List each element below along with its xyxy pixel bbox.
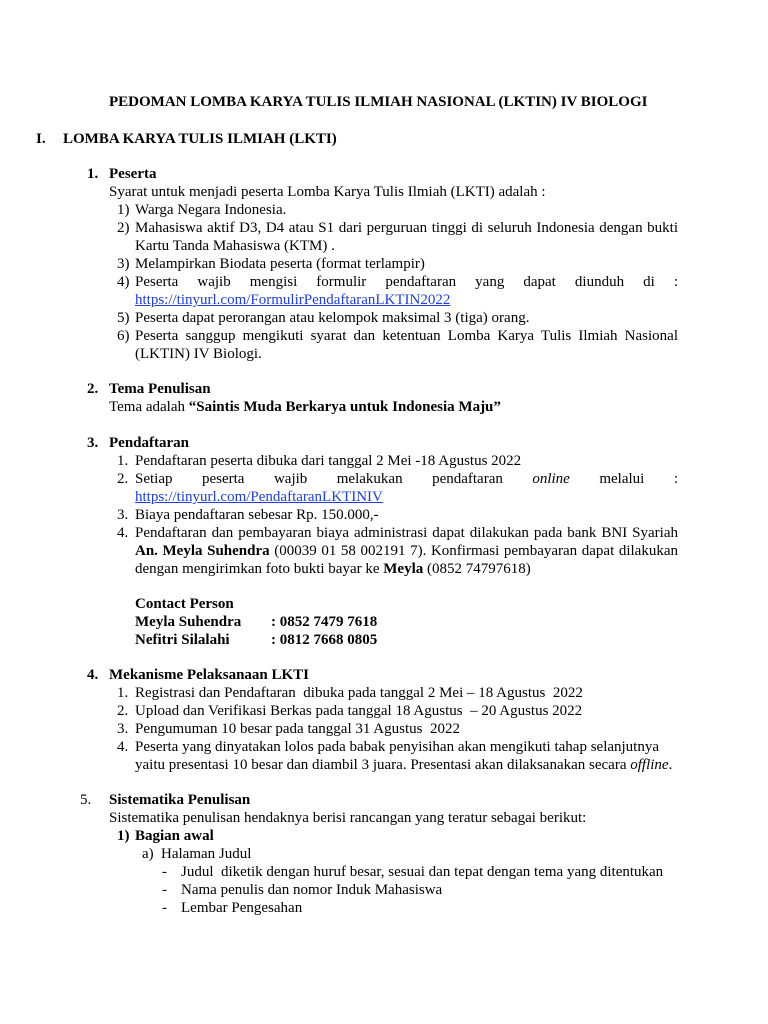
heading-tema: Tema Penulisan: [109, 381, 211, 397]
list-item: Melampirkan Biodata peserta (format terlampir): [135, 256, 425, 272]
dash-bullet: -: [162, 900, 167, 916]
account-name: An. Meyla Suhendra: [135, 543, 270, 559]
formulir-link[interactable]: https://tinyurl.com/FormulirPendaftaranLKTIN2022: [135, 292, 451, 308]
list-number: 2): [117, 220, 130, 236]
list-item: Peserta sanggup mengikuti syarat dan ketentuan Lomba Karya Tulis Ilmiah Nasional: [135, 328, 678, 344]
list-number: 4.: [117, 525, 129, 541]
heading-pendaftaran: Pendaftaran: [109, 435, 189, 451]
contact-phone: : 0852 7479 7618: [271, 614, 378, 630]
sub-letter: a): [142, 846, 154, 862]
list-item: Mahasiswa aktif D3, D4 atau S1 dari perguruan tinggi di seluruh Indonesia dengan bukti: [135, 220, 678, 236]
list-item: Peserta yang dinyatakan lolos pada babak penyisihan akan mengikuti tahap selanjutnya: [135, 739, 660, 755]
dash-bullet: -: [162, 864, 167, 880]
list-item: Peserta wajib mengisi formulir pendaftaran yang dapat diunduh di :: [135, 274, 678, 290]
section-title: LOMBA KARYA TULIS ILMIAH (LKTI): [63, 131, 337, 147]
list-item: Peserta dapat perorangan atau kelompok maksimal 3 (tiga) orang.: [135, 310, 530, 326]
list-number: 3.: [117, 721, 129, 737]
list-number: 2.: [117, 703, 129, 719]
heading-number: 5.: [80, 792, 92, 808]
contact-phone: : 0812 7668 0805: [271, 632, 378, 648]
list-item: Biaya pendaftaran sebesar Rp. 150.000,-: [135, 507, 379, 523]
pendaftaran-link[interactable]: https://tinyurl.com/PendaftaranLKTINIV: [135, 489, 383, 505]
list-number: 2.: [117, 471, 129, 487]
list-item: Pendaftaran peserta dibuka dari tanggal 2 Mei -18 Agustus 2022: [135, 453, 522, 469]
list-number: 1.: [117, 453, 129, 469]
list-item: Setiap peserta wajib melakukan pendaftaran online melalui :: [135, 471, 678, 487]
heading-sistematika: Sistematika Penulisan: [109, 792, 251, 808]
heading-number: 1.: [87, 166, 99, 182]
list-item: Warga Negara Indonesia.: [135, 202, 287, 218]
list-item: Pengumuman 10 besar pada tanggal 31 Agustus 2022: [135, 721, 460, 737]
sub-letter-title: Halaman Judul: [161, 846, 252, 862]
list-item-continuation: yaitu presentasi 10 besar dan diambil 3 juara. Presentasi akan dilaksanakan secara offline.: [135, 757, 673, 773]
list-item: Pendaftaran dan pembayaran biaya administrasi dapat dilakukan pada bank BNI Syariah: [135, 525, 678, 541]
list-number: 6): [117, 328, 130, 344]
peserta-intro: Syarat untuk menjadi peserta Lomba Karya Tulis Ilmiah (LKTI) adalah :: [109, 184, 546, 200]
tema-text: Tema adalah “Saintis Muda Berkarya untuk Indonesia Maju”: [109, 399, 501, 415]
heading-peserta: Peserta: [109, 166, 157, 182]
tema-theme: “Saintis Muda Berkarya untuk Indonesia Maju”: [188, 399, 501, 415]
list-number: 5): [117, 310, 130, 326]
list-item: Upload dan Verifikasi Berkas pada tanggal 18 Agustus – 20 Agustus 2022: [135, 703, 583, 719]
sub-number: 1): [117, 828, 130, 844]
offline-word: offline: [630, 757, 669, 773]
list-item-continuation: An. Meyla Suhendra (00039 01 58 002191 7). Konfirmasi pembayaran dapat dilakukan: [135, 543, 678, 559]
dash-item: Nama penulis dan nomor Induk Mahasiswa: [181, 882, 443, 898]
list-item: Registrasi dan Pendaftaran dibuka pada tanggal 2 Mei – 18 Agustus 2022: [135, 685, 583, 701]
list-number: 3.: [117, 507, 129, 523]
section-number: I.: [36, 131, 46, 147]
online-word: online: [532, 471, 570, 487]
contact-title: Contact Person: [135, 596, 234, 612]
heading-number: 3.: [87, 435, 99, 451]
list-number: 3): [117, 256, 130, 272]
contact-name-inline: Meyla: [383, 561, 424, 577]
list-item-continuation: dengan mengirimkan foto bukti bayar ke Meyla (0852 74797618): [135, 561, 531, 577]
heading-number: 4.: [87, 667, 99, 683]
list-number: 4.: [117, 739, 129, 755]
dash-item: Lembar Pengesahan: [181, 900, 303, 916]
sub-title: Bagian awal: [135, 828, 214, 844]
list-item-continuation: (LKTIN) IV Biologi.: [135, 346, 262, 362]
list-item-continuation: Kartu Tanda Mahasiswa (KTM) .: [135, 238, 335, 254]
dash-bullet: -: [162, 882, 167, 898]
contact-name: Nefitri Silalahi: [135, 632, 230, 648]
heading-mekanisme: Mekanisme Pelaksanaan LKTI: [109, 667, 310, 683]
list-number: 1): [117, 202, 130, 218]
document-title: PEDOMAN LOMBA KARYA TULIS ILMIAH NASIONAL (LKTIN) IV BIOLOGI: [109, 94, 648, 110]
contact-name: Meyla Suhendra: [135, 614, 242, 630]
heading-number: 2.: [87, 381, 99, 397]
list-number: 4): [117, 274, 130, 290]
sistematika-intro: Sistematika penulisan hendaknya berisi rancangan yang teratur sebagai berikut:: [109, 810, 587, 826]
dash-item: Judul diketik dengan huruf besar, sesuai dan tepat dengan tema yang ditentukan: [181, 864, 664, 880]
list-number: 1.: [117, 685, 129, 701]
